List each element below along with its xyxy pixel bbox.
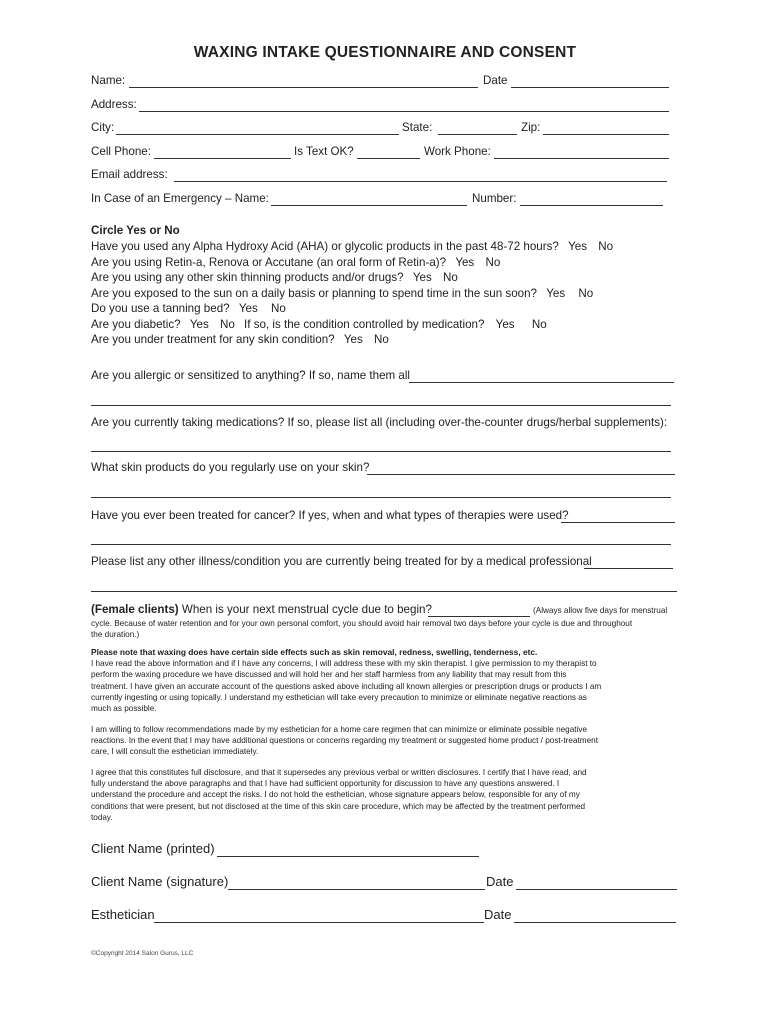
products-row — [91, 461, 675, 479]
esthetician-label: Esthetician — [91, 907, 155, 922]
illness-field[interactable] — [584, 568, 673, 569]
cell-phone-field[interactable] — [154, 158, 291, 159]
illness-row — [91, 555, 673, 573]
phone-row — [91, 145, 671, 163]
cancer-continuation — [91, 531, 671, 549]
date-label: Date — [483, 74, 508, 87]
yes-option[interactable]: Yes — [412, 271, 432, 284]
yes-option[interactable]: Yes — [238, 302, 258, 315]
name-field[interactable] — [129, 87, 478, 88]
printed-name-label: Client Name (printed) — [91, 841, 215, 856]
menstrual-date-field[interactable] — [428, 616, 530, 617]
printed-name-row — [91, 841, 681, 863]
question-sun-exposure: Are you exposed to the sun on a daily basis or planning to spend time in the sun soon? Yes No — [91, 287, 594, 300]
question-tanning-bed: Do you use a tanning bed? Yes No — [91, 302, 286, 315]
products-field-2[interactable] — [91, 497, 671, 498]
emergency-number-field[interactable] — [520, 205, 663, 206]
allergic-field-2[interactable] — [91, 405, 671, 406]
emergency-number-label: Number: — [472, 192, 517, 205]
question-diabetic: Are you diabetic? Yes No If so, is the condition controlled by medication? Yes No — [91, 318, 547, 331]
address-row — [91, 98, 671, 116]
cancer-field[interactable] — [561, 522, 675, 523]
emergency-row — [91, 192, 671, 210]
yes-option[interactable]: Yes — [568, 240, 588, 253]
no-option[interactable]: No — [485, 256, 501, 269]
illness-continuation — [91, 578, 677, 596]
no-option[interactable]: No — [219, 318, 235, 331]
city-field[interactable] — [116, 134, 399, 135]
female-question: (Female clients) When is your next menstrual cycle due to begin? — [91, 603, 432, 616]
yes-option[interactable]: Yes — [495, 318, 515, 331]
email-row — [91, 168, 671, 186]
yes-option[interactable]: Yes — [189, 318, 209, 331]
zip-field[interactable] — [543, 134, 669, 135]
no-option[interactable]: No — [578, 287, 594, 300]
question-skin-treatment: Are you under treatment for any skin condition? Yes No — [91, 333, 389, 346]
date-field[interactable] — [511, 87, 669, 88]
email-field[interactable] — [174, 181, 667, 182]
allergic-continuation — [91, 392, 671, 410]
question-aha: Have you used any Alpha Hydroxy Acid (AHA) or glycolic products in the past 48-72 hours? Yes No — [91, 240, 614, 253]
name-label: Name: — [91, 74, 126, 87]
esthetician-date-label: Date — [484, 907, 512, 922]
female-note-cont: cycle. Because of water retention and for your own personal comfort, you should avoid hair removal two days before your cycle is due and throughout the duration.) — [91, 619, 633, 640]
cancer-row — [91, 509, 675, 527]
no-option[interactable]: No — [442, 271, 458, 284]
signature-date-field[interactable] — [516, 889, 677, 890]
no-option[interactable]: No — [270, 302, 286, 315]
allergic-row — [91, 369, 674, 387]
emergency-name-field[interactable] — [271, 205, 467, 206]
allergic-question: Are you allergic or sensitized to anything? If so, name them all — [91, 369, 410, 382]
question-retin-a: Are you using Retin-a, Renova or Accutane (an oral form of Retin-a)? Yes No — [91, 256, 501, 269]
text-ok-field[interactable] — [357, 158, 420, 159]
side-effects-warning: Please note that waxing does have certain side effects such as skin removal, redness, swelling, tenderness, etc. — [91, 647, 538, 657]
no-option[interactable]: No — [598, 240, 614, 253]
esthetician-date-field[interactable] — [514, 922, 676, 923]
text-ok-label: Is Text OK? — [294, 145, 354, 158]
circle-heading: Circle Yes or No — [91, 224, 180, 237]
illness-question: Please list any other illness/condition you are currently being treated for by a medical professional — [91, 555, 592, 568]
medications-field[interactable] — [91, 451, 671, 452]
female-note: (Always allow five days for menstrual — [533, 606, 668, 615]
zip-label: Zip: — [521, 121, 541, 134]
no-option[interactable]: No — [531, 318, 547, 331]
work-phone-label: Work Phone: — [424, 145, 491, 158]
cancer-question: Have you ever been treated for cancer? If yes, when and what types of therapies were used? — [91, 509, 569, 522]
esthetician-row — [91, 907, 681, 929]
medications-row — [91, 438, 671, 456]
address-label: Address: — [91, 98, 137, 111]
illness-field-2[interactable] — [91, 591, 677, 592]
cell-phone-label: Cell Phone: — [91, 145, 151, 158]
printed-name-field[interactable] — [217, 856, 479, 857]
emergency-name-label: In Case of an Emergency – Name: — [91, 192, 269, 205]
yes-option[interactable]: Yes — [546, 287, 566, 300]
name-row — [91, 74, 671, 92]
no-option[interactable]: No — [374, 333, 389, 346]
yes-option[interactable]: Yes — [455, 256, 475, 269]
address-field[interactable] — [139, 111, 669, 112]
page-title: WAXING INTAKE QUESTIONNAIRE AND CONSENT — [193, 44, 577, 61]
city-row — [91, 121, 671, 139]
signature-row — [91, 874, 681, 896]
question-skin-thinning: Are you using any other skin thinning products and/or drugs? Yes No — [91, 271, 458, 284]
copyright-footer: ©Copyright 2014 Salon Gurus, LLC — [91, 950, 194, 957]
cancer-field-2[interactable] — [91, 544, 671, 545]
state-field[interactable] — [438, 134, 517, 135]
signature-date-label: Date — [486, 874, 514, 889]
state-label: State: — [402, 121, 433, 134]
products-field[interactable] — [367, 474, 675, 475]
consent-paragraph-1: Please note that waxing does have certain side effects such as skin removal, redness, swelling, tenderness, etc. I have read the above information and if I have any concerns, I will address these with my skin therapist. I give permission to my therapist to perform the waxing procedure we have discussed and will hold her and her staff harmless from any liability that may result from this treatment. I have given an accurate account of the questions asked above including all known allergies or prescription drugs or products I am currently ingesting or using topically. I understand my esthetician will take every precaution to minimize or eliminate negative reactions as much as possible. — [91, 647, 681, 714]
products-question: What skin products do you regularly use on your skin? — [91, 461, 370, 474]
medications-question: Are you currently taking medications? If so, please list all (including over-the-counter drugs/herbal supplements): — [91, 416, 668, 429]
consent-paragraph-3: I agree that this constitutes full disclosure, and that it supersedes any previous verbal or written disclosures. I certify that I have read, and fully understand the above paragraphs and that I have had sufficient opportunity for discussion to have any questions answered. I understand the procedure and accept the risks. I do not hold the esthetician, whose signature appears below, responsible for any of my conditions that were present, but not disclosed at the time of this skin care procedure, which may be affected by the treatment performed today. — [91, 768, 587, 822]
signature-field[interactable] — [228, 889, 485, 890]
allergic-field[interactable] — [409, 382, 674, 383]
signature-label: Client Name (signature) — [91, 874, 229, 889]
esthetician-field[interactable] — [154, 922, 484, 923]
work-phone-field[interactable] — [494, 158, 669, 159]
email-label: Email address: — [91, 168, 168, 181]
products-continuation — [91, 484, 671, 502]
yes-option[interactable]: Yes — [343, 333, 363, 346]
consent-paragraph-2: I am willing to follow recommendations made by my esthetician for a home care regimen that can minimize or eliminate possible negative reactions. In the event that I may have additional questions or concerns regarding my treatment or suggested home product / post-treatment care, I will consult the esthetician immediately. — [91, 725, 598, 757]
city-label: City: — [91, 121, 115, 134]
